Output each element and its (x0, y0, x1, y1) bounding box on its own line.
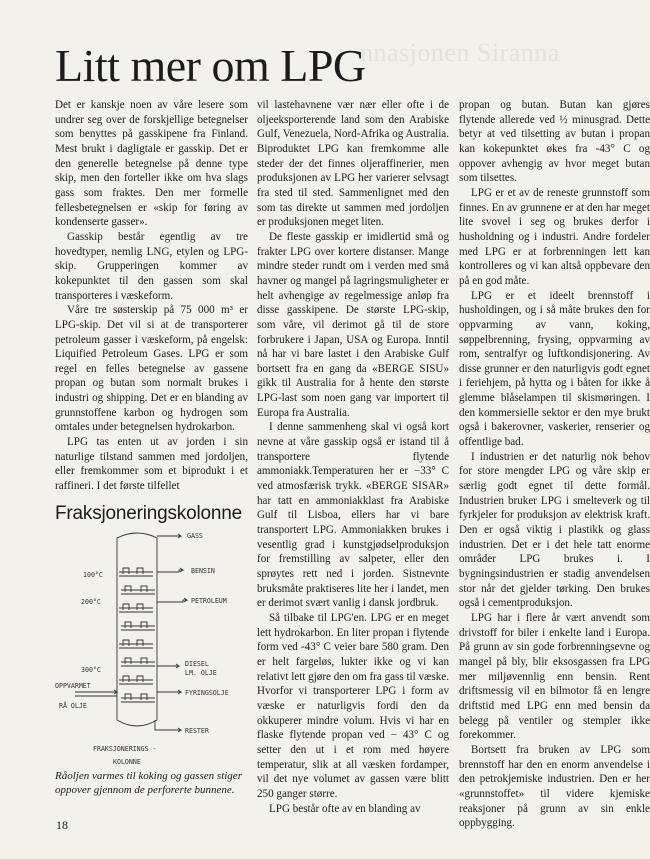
figure-heading: Fraksjoneringskolonne (55, 503, 242, 524)
inlet-pipe (75, 690, 117, 696)
paragraph: Gasskip består egentlig av tre hovedtyper, nemlig LNG, etylen og LPG-skip. Grupperingen kommer av kokepunktet til den gassen som skal transporteres i væskeform. (55, 230, 248, 302)
paragraph: LPG tas enten ut av jorden i sin naturlige tilstand sammen med jordoljen, eller fremkommer som et biprodukt i et raffineri. I det første tilfellet (55, 436, 248, 493)
figure-caption: Råoljen varmes til koking og gassen stiger oppover gjennom de perforerte bunnene. (55, 770, 242, 796)
background-heading: nnasjonen Siranna (360, 38, 560, 67)
text-column-2 (257, 98, 449, 815)
page-title: Litt mer om LPG (55, 40, 366, 91)
label-300c: 300°C (81, 666, 101, 674)
label-lm-olje: LM. OLJE (185, 669, 217, 677)
text-column-1 (55, 98, 248, 493)
paragraph: LPG er et ideelt brennstoff i husholdingen, og i så måte brukes den for oppvarming av vann, koking, søppelbrenning, frysing, oppvarming av rom, sentralfyr og luftkondisjonering. Av disse grunner er den naturligvis godt egnet i feriehjem, på hytta og i båten for ikke å glemme blåselampen til skismøringen. I den kommersielle sektor er den mye brukt også i bakerovner, vaskerier, renserier og offentlige bad. (459, 289, 650, 449)
column-outline (117, 533, 157, 726)
column-trays (119, 568, 155, 702)
paragraph: Bortsett fra bruken av LPG som brennstoff har den en enorm anvendelse i den petrokjemiske industrien. Den er her «grunnstoffet» til videre kjemiske reaksjoner på grunn av sin enkle oppbygging. (459, 743, 650, 830)
label-kolonne: KOLONNE (113, 758, 141, 766)
label-diesel: DIESEL (185, 660, 209, 668)
label-fraksjonerings: FRAKSJONERINGS - (93, 745, 157, 753)
fractionating-column-diagram (55, 524, 247, 769)
label-100c: 100°C (83, 571, 103, 579)
label-200c: 200°C (81, 598, 101, 606)
paragraph: I denne sammenheng skal vi også kort nevne at våre gasskip også er istand til å transportere flytende ammoniakk.Temperaturen her er −33° C ved atmosfærisk trykk. «BERGE SISAR» har tatt en ammoniakklast fra Arabiske Gulf til Lisboa, ellers har vi bare transportert LPG. Ammoniakken brukes i vesentlig grad i kunstgjødselproduksjon for fremstilling av salpeter, eller den sprøytes rett ned i jorden. Sistnevnte bruksmåte praktiseres lite her i landet, men er derimot svært vanlig i dansk jordbruk. (257, 421, 449, 610)
label-rester: RESTER (185, 727, 209, 735)
label-ra-olje: RÅ OLJE (59, 702, 87, 710)
paragraph: I industrien er det naturlig nok behov for store mengder LPG og våre skip er særlig godt egnet til dette formål. Industrien bruker LPG i smelteverk og til fyrkjeler for produksjon av elektrisk kraft. Den er også viktig i plastikk og glass industrien. Det er i det hele tatt enorme områder LPG brukes i. I bygningsindustrien er stadig anvendelsen stor når det gjelder tørking. Den brukes også i cementproduksjon. (459, 450, 650, 610)
label-oppvarmet: OPPVARMET (55, 682, 91, 690)
paragraph: Våre tre søsterskip på 75 000 m³ er LPG-skip. Det vil si at de transporterer petroleum gasser i væskeform, på engelsk: Liquified Petroleum Gases. LPG er som regel en felles betegnelse av gassene propan og butan som normalt brukes i industri og shipping. Det er en blanding av grunnstoffene karbon og hydrogen som omtales under betegnelsen hydrokarbon. (55, 304, 248, 434)
label-petroleum: PETROLEUM (191, 597, 227, 605)
paragraph: propan og butan. Butan kan gjøres flytende allerede ved ½ minusgrad. Dette betyr at ved tilsetting av butan i propan kan kokepunktet økes fra -43° C og oppover avhengig av hvor meget butan som tilsettes. (459, 99, 650, 185)
text-column-3 (459, 98, 650, 830)
outlet-pipes (155, 534, 187, 732)
paragraph: LPG består ofte av en blanding av (269, 802, 421, 815)
paragraph: Det er kanskje noen av våre lesere som undrer seg over de forskjellige betegnelser som benyttes på gasskipene fra Finland. Mest brukt i dagligtale er gasskip. Det er den generelle betegnelse på denne type skip, men den forteller ikke om hva slags gass som fraktes. Den mer formelle fellesbetegnelsen er «skip for føring av kondenserte gasser». (55, 99, 248, 229)
paragraph: Så tilbake til LPG'en. LPG er en meget lett hydrokarbon. En liter propan i flytende form ved -43° C veier bare 580 gram. Den er helt fargeløs, lukter ikke og vi kan relativt lett gjøre den om fra gass til væske. Hvorfor vi transporterer LPG i form av væske er naturligvis fordi den da okkuperer mindre volum. Hvis vi har en flaske flytende propan ved − 43° C og setter den ut i et rom med høyere temperatur, slik at all væsken fordamper, vil det nye volumet av gassen være blitt 250 ganger større. (257, 611, 449, 800)
label-gass: GASS (187, 532, 203, 540)
label-fyringsolje: FYRINGSOLJE (185, 689, 229, 697)
paragraph: LPG er et av de reneste grunnstoff som finnes. En av grunnene er at den har meget lite svovel i seg og brukes derfor i husholdning og i industri. Andre fordeler med LPG er at forbrenningen lett kan kontrolleres og vi kan altså oppbevare den på en god måte. (459, 186, 650, 287)
page-number: 18 (56, 818, 68, 832)
paragraph: De fleste gasskip er imidlertid små og frakter LPG over kortere distanser. Mange mindre steder rundt om i verden med små havner og mangel på lagringsmuligheter er helt avhengige av regelmessige anløp fra disse gasskipene. De største LPG-skip, som våre, vil derimot gå til de store forbrukere i Japan, USA og Europa. Inntil nå har vi bare lastet i den Arabiske Gulf bortsett fra en gang da «BERGE SISU» gikk til Australia for å hente den største LPG-last som noen gang var importert til Europa fra Australia. (257, 230, 449, 419)
label-bensin: BENSIN (191, 567, 215, 575)
paragraph: vil lastehavnene vær nær eller ofte i de oljeeksporterende land som den Arabiske Gulf, Venezuela, Nord-Afrika og Australia. Biproduktet LPG kan fremkomme alle steder der det finnes oljeraffinerier, men produksjonen av LPG her varierer selvsagt fra sted til sted. Sammenlignet med den som tas direkte ut sammen med jordoljen er produksjonen meget liten. (257, 99, 449, 229)
paragraph: LPG har i flere år vært anvendt som drivstoff for biler i enkelte land i Europa. På grunn av sin gode forbrenningsevne og mangel på bly, blir eksosgassen fra LPG mer miljøvennlig enn bensin. Rent driftsmessig vil en bilmotor få en lengre driftstid med LPG enn med bensin da belegg på ventiler og stempler ikke forekommer. (459, 611, 650, 742)
